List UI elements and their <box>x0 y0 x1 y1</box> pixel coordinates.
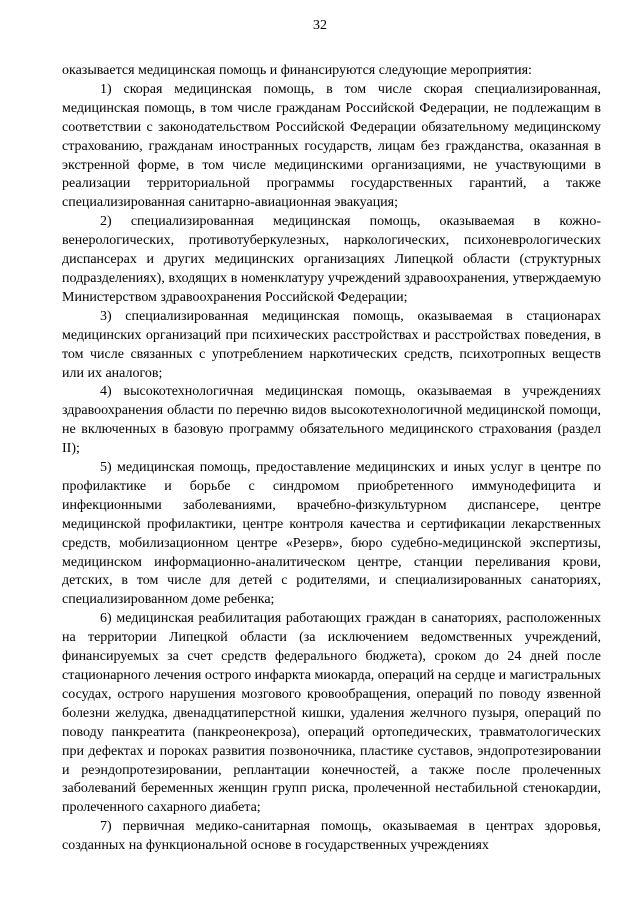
page-number: 32 <box>313 18 327 33</box>
list-item-1: 1) скорая медицинская помощь, в том числе скорая специализированная, медицинская помощь, в том числе гражданам Российской Федерации, не подлежащим в соответствии с законодательством Российской Федерации обязательному медицинскому страхованию, гражданам иностранных государств, лицам без гражданства, оказанная в экстренной форме, в том числе медицинскими организациями, не участвующими в реализации территориальной программы государственных гарантий, а также специализированная санитарно-авиационная эвакуация; <box>62 81 601 211</box>
list-item-6: 6) медицинская реабилитация работающих граждан в санаториях, расположенных на территории Липецкой области (за исключением ведомственных учреждений, финансируемых за счет средств федерального бюджета), сроком до 24 дней после стационарного лечения острого инфаркта миокарда, операций на сердце и магистральных сосудах, острого нарушения мозгового кровообращения, операций по поводу язвенной болезни желудка, двенадцатиперстной кишки, удаления желчного пузыря, операций по поводу панкреатита (панкреонекроза), операций ортопедических, травматологических при дефектах и пороках развития позвоночника, пластике суставов, эндопротезировании и реэндопротезировании, реплантации конечностей, а также после пролеченных заболеваний беременных женщин групп риска, пролеченной нестабильной стенокардии, пролеченного сахарного диабета; <box>62 611 601 816</box>
document-body <box>62 62 601 856</box>
list-item-3: 3) специализированная медицинская помощь, оказываемая в стационарах медицинских организаций при психических расстройствах и расстройствах поведения, в том числе связанных с употреблением наркотических средств, психотропных веществ или их аналогов; <box>62 308 601 381</box>
list-item-5: 5) медицинская помощь, предоставление медицинских и иных услуг в центре по профилактике и борьбе с синдромом приобретенного иммунодефицита и инфекционными заболеваниями, врачебно-физкультурном диспансере, центре медицинской профилактики, центре контроля качества и сертификации лекарственных средств, мобилизационном центре «Резерв», бюро судебно-медицинской экспертизы, медицинском информационно-аналитическом центре, станции переливания крови, детских, в том числе для детей с родителями, и специализированных санаториях, специализированном доме ребенка; <box>62 460 601 608</box>
list-item-2: 2) специализированная медицинская помощь, оказываемая в кожно-венерологических, противотуберкулезных, наркологических, психоневрологических диспансерах и других медицинских организациях Липецкой области (структурных подразделениях), входящих в номенклатуру учреждений здравоохранения, утверждаемую Министерством здравоохранения Российской Федерации; <box>62 214 601 305</box>
list-item-7: 7) первичная медико-санитарная помощь, оказываемая в центрах здоровья, созданных на функциональной основе в государственных учреждениях <box>62 819 601 854</box>
list-item-4: 4) высокотехнологичная медицинская помощь, оказываемая в учреждениях здравоохранения области по перечню видов высокотехнологичной медицинской помощи, не включенных в базовую программу обязательного медицинского страхования (раздел II); <box>62 384 601 457</box>
intro-paragraph: оказывается медицинская помощь и финансируются следующие мероприятия: <box>62 63 532 78</box>
